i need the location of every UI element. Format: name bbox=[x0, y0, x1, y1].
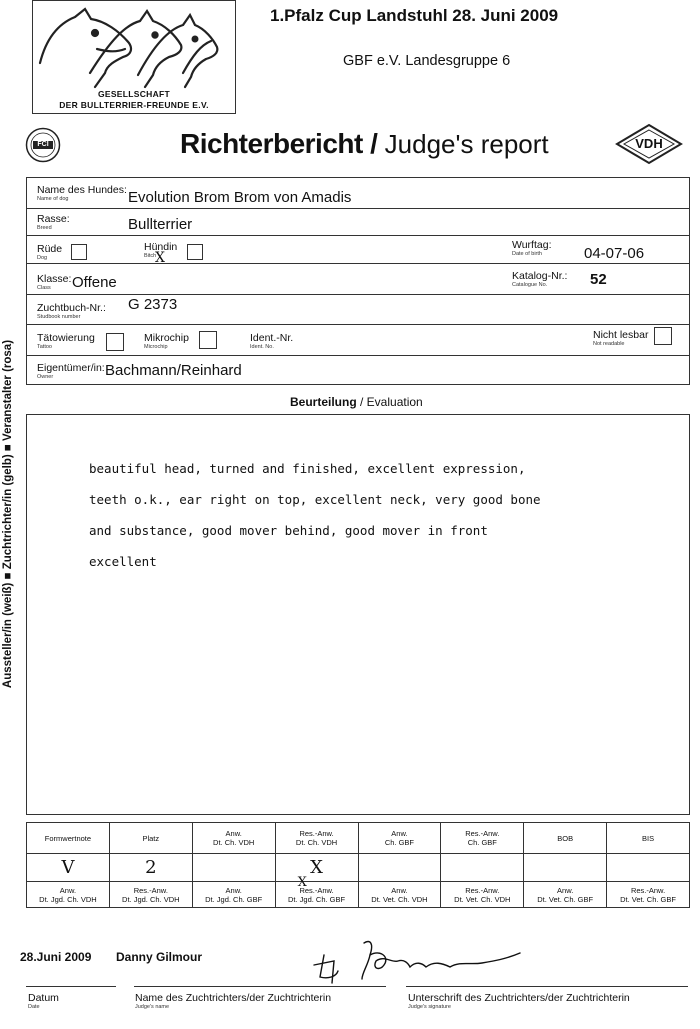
judge-signature-icon bbox=[310, 933, 540, 991]
evaluation-heading-en: / Evaluation bbox=[356, 395, 423, 409]
grade-bottom-text: Anw. Dt. Jgd. Ch. VDH bbox=[39, 885, 97, 904]
divider bbox=[27, 208, 689, 209]
grade-formwert-value[interactable]: V bbox=[27, 854, 110, 882]
logo-text-line1: GESELLSCHAFT bbox=[97, 89, 171, 99]
dob-label-sub: Date of birth bbox=[512, 251, 542, 257]
grade-value-cell[interactable] bbox=[358, 854, 441, 882]
male-label-sub: Dog bbox=[37, 255, 48, 261]
grade-bottom-cell[interactable] bbox=[27, 882, 110, 908]
dog-data-form bbox=[26, 177, 690, 385]
divider bbox=[27, 235, 689, 236]
microchip-label bbox=[144, 333, 189, 350]
female-label-text: Hündin bbox=[144, 241, 178, 253]
studbook-value[interactable]: G 2373 bbox=[128, 296, 178, 313]
grade-header-cell bbox=[441, 823, 524, 854]
grade-bottom-cell[interactable] bbox=[441, 882, 524, 908]
grade-value-cell[interactable] bbox=[441, 854, 524, 882]
organizer: GBF e.V. Landesgruppe 6 bbox=[343, 53, 511, 69]
studbook-label-text: Zuchtbuch-Nr.: bbox=[37, 302, 106, 314]
grade-header-text: BIS bbox=[642, 833, 655, 843]
vdh-text: VDH bbox=[635, 136, 663, 151]
grade-bottom-text: Anw. Dt. Vet. Ch. VDH bbox=[371, 885, 428, 904]
date-field-label-sub: Date bbox=[28, 1004, 40, 1010]
grade-header-text: Platz bbox=[142, 833, 160, 843]
fci-text: FCI bbox=[37, 141, 49, 148]
grade-header-text: BOB bbox=[557, 833, 574, 843]
grades-table bbox=[26, 822, 690, 908]
grade-header-text: Res.-Anw. Dt. Ch. VDH bbox=[295, 829, 338, 847]
grades-header-row bbox=[27, 823, 690, 854]
grades-bottom-row bbox=[27, 882, 690, 908]
club-logo bbox=[32, 0, 236, 114]
date-line bbox=[26, 986, 116, 987]
grade-bottom-cell[interactable] bbox=[358, 882, 441, 908]
grade-bottom-cell[interactable] bbox=[109, 882, 192, 908]
event-title: 1.Pfalz Cup Landstuhl 28. Juni 2009 bbox=[270, 6, 559, 25]
ident-label-text: Ident.-Nr. bbox=[250, 332, 294, 344]
tattoo-label-text: Tätowierung bbox=[37, 332, 95, 344]
grade-bottom-cell[interactable] bbox=[607, 882, 690, 908]
judge-name-label bbox=[135, 993, 331, 1010]
microchip-label-text: Mikrochip bbox=[144, 332, 189, 344]
unreadable-checkbox[interactable] bbox=[654, 327, 672, 345]
grades-value-row bbox=[27, 854, 690, 882]
grade-bottom-text: Res.-Anw. Dt. Vet. Ch. VDH bbox=[454, 885, 511, 904]
signature-label bbox=[408, 993, 630, 1010]
vdh-badge bbox=[614, 122, 684, 166]
grade-header-cell bbox=[524, 823, 607, 854]
tattoo-label-sub: Tattoo bbox=[37, 344, 52, 350]
judge-name-label-text: Name des Zuchtrichters/der Zuchtrichterin bbox=[135, 992, 332, 1004]
name-label-text: Name des Hundes: bbox=[37, 184, 127, 196]
grade-header-text: Res.-Anw. Ch. GBF bbox=[465, 829, 500, 847]
dob-label bbox=[512, 240, 552, 257]
owner-value[interactable]: Bachmann/Reinhard bbox=[105, 362, 242, 379]
studbook-label-sub: Studbook number bbox=[37, 314, 81, 320]
signature-label-text: Unterschrift des Zuchtrichters/der Zuchtrichterin bbox=[408, 992, 630, 1004]
name-label bbox=[37, 185, 127, 202]
class-label-text: Klasse: bbox=[37, 273, 72, 285]
grade-header-cell bbox=[27, 823, 110, 854]
female-checkbox[interactable] bbox=[187, 244, 203, 260]
microchip-label-sub: Microchip bbox=[144, 344, 168, 350]
grade-bottom-cell[interactable] bbox=[524, 882, 607, 908]
male-label bbox=[37, 244, 62, 261]
evaluation-box bbox=[26, 414, 690, 815]
owner-label-sub: Owner bbox=[37, 374, 54, 380]
report-date: 28.Juni 2009 bbox=[20, 950, 92, 964]
unreadable-label bbox=[593, 330, 648, 347]
grade-bottom-cell[interactable] bbox=[275, 875, 358, 908]
grade-bottom-text: Anw. Dt. Vet. Ch. GBF bbox=[537, 885, 594, 904]
tattoo-checkbox[interactable] bbox=[106, 333, 124, 351]
grade-bottom-mark: X bbox=[297, 875, 307, 890]
grade-value-cell[interactable] bbox=[607, 854, 690, 882]
ident-label bbox=[250, 333, 293, 350]
name-label-sub: Name of dog bbox=[37, 196, 69, 202]
evaluation-text[interactable]: beautiful head, turned and finished, excellent expression, teeth o.k., ear right on top, excellent neck, very good bone and substance, good mover behind, good mover in front excellent bbox=[89, 461, 541, 569]
breed-value[interactable]: Bullterrier bbox=[128, 216, 193, 233]
signature-line bbox=[406, 986, 688, 987]
grade-bottom-text: Res.-Anw. Dt. Vet. Ch. GBF bbox=[620, 885, 676, 904]
grade-header-cell bbox=[192, 823, 275, 854]
copy-distribution-label: Aussteller/in (weiß) ■ Zuchtrichter/in (gelb) ■ Veranstalter (rosa) bbox=[2, 339, 14, 689]
microchip-checkbox[interactable] bbox=[199, 331, 217, 349]
class-label-sub: Class bbox=[37, 285, 51, 291]
report-title-sep: / bbox=[362, 128, 385, 159]
grade-platz-value[interactable]: 2 bbox=[109, 854, 192, 882]
catalogue-value[interactable]: 52 bbox=[590, 271, 607, 288]
tattoo-label bbox=[37, 333, 95, 350]
report-title bbox=[180, 128, 549, 160]
grade-header-cell bbox=[607, 823, 690, 854]
breed-label bbox=[37, 214, 70, 231]
bullterrier-heads-logo-icon bbox=[35, 3, 235, 91]
dob-value[interactable]: 04-07-06 bbox=[584, 245, 645, 262]
grade-bottom-text: Anw. Dt. Jgd. Ch. GBF bbox=[205, 885, 263, 904]
grade-value-cell[interactable]: X bbox=[275, 854, 358, 882]
catalogue-label-text: Katalog-Nr.: bbox=[512, 270, 568, 282]
grade-bottom-cell[interactable] bbox=[192, 882, 275, 908]
studbook-label bbox=[37, 303, 106, 320]
grade-header-text: Anw. Dt. Ch. VDH bbox=[213, 829, 255, 847]
divider bbox=[27, 324, 689, 325]
grade-header-text: Formwertnote bbox=[44, 833, 92, 843]
breed-label-text: Rasse: bbox=[37, 213, 70, 225]
evaluation-heading-de: Beurteilung bbox=[290, 395, 357, 409]
dog-name[interactable]: Evolution Brom Brom von Amadis bbox=[128, 189, 352, 206]
judge-name-label-sub: Judge's name bbox=[135, 1004, 170, 1010]
class-label bbox=[37, 274, 71, 291]
breed-label-sub: Breed bbox=[37, 225, 52, 231]
dob-label-text: Wurftag: bbox=[512, 239, 552, 251]
divider bbox=[27, 294, 689, 295]
grade-header-text: Anw. Ch. GBF bbox=[384, 829, 415, 847]
ident-label-sub: Ident. No. bbox=[250, 344, 274, 350]
judge-name: Danny Gilmour bbox=[116, 950, 203, 964]
owner-label bbox=[37, 363, 105, 380]
date-field-label bbox=[28, 993, 59, 1010]
male-checkbox[interactable] bbox=[71, 244, 87, 260]
unreadable-label-text: Nicht lesbar bbox=[593, 329, 649, 341]
name-line bbox=[134, 986, 386, 987]
grade-bottom-text: Res.-Anw. Dt. Jgd. Ch. GBF bbox=[288, 885, 346, 904]
report-title-de: Richterbericht bbox=[180, 128, 363, 159]
owner-label-text: Eigentümer/in: bbox=[37, 362, 105, 374]
female-mark: X bbox=[155, 250, 165, 266]
report-title-en: Judge's report bbox=[384, 129, 549, 159]
grade-bottom-text: Res.-Anw. Dt. Jgd. Ch. VDH bbox=[122, 885, 180, 904]
class-value[interactable]: Offene bbox=[72, 274, 117, 291]
signature-label-sub: Judge's signature bbox=[408, 1004, 451, 1010]
grade-value-cell[interactable] bbox=[192, 854, 275, 882]
catalogue-label-sub: Catalogue No. bbox=[512, 282, 548, 288]
grade-header-cell bbox=[109, 823, 192, 854]
grade-header-cell bbox=[358, 823, 441, 854]
unreadable-label-sub: Not readable bbox=[593, 341, 625, 347]
divider bbox=[27, 263, 689, 264]
male-label-text: Rüde bbox=[37, 243, 63, 255]
catalogue-label bbox=[512, 271, 567, 288]
fci-badge bbox=[25, 127, 61, 163]
grade-value-cell[interactable] bbox=[524, 854, 607, 882]
date-field-label-text: Datum bbox=[28, 992, 59, 1004]
female-label-sub: Bitch bbox=[144, 253, 157, 259]
evaluation-heading bbox=[290, 395, 423, 409]
divider bbox=[27, 355, 689, 356]
logo-text-line2: DER BULLTERRIER-FREUNDE E.V. bbox=[59, 100, 209, 110]
grade-header-cell bbox=[275, 823, 358, 854]
